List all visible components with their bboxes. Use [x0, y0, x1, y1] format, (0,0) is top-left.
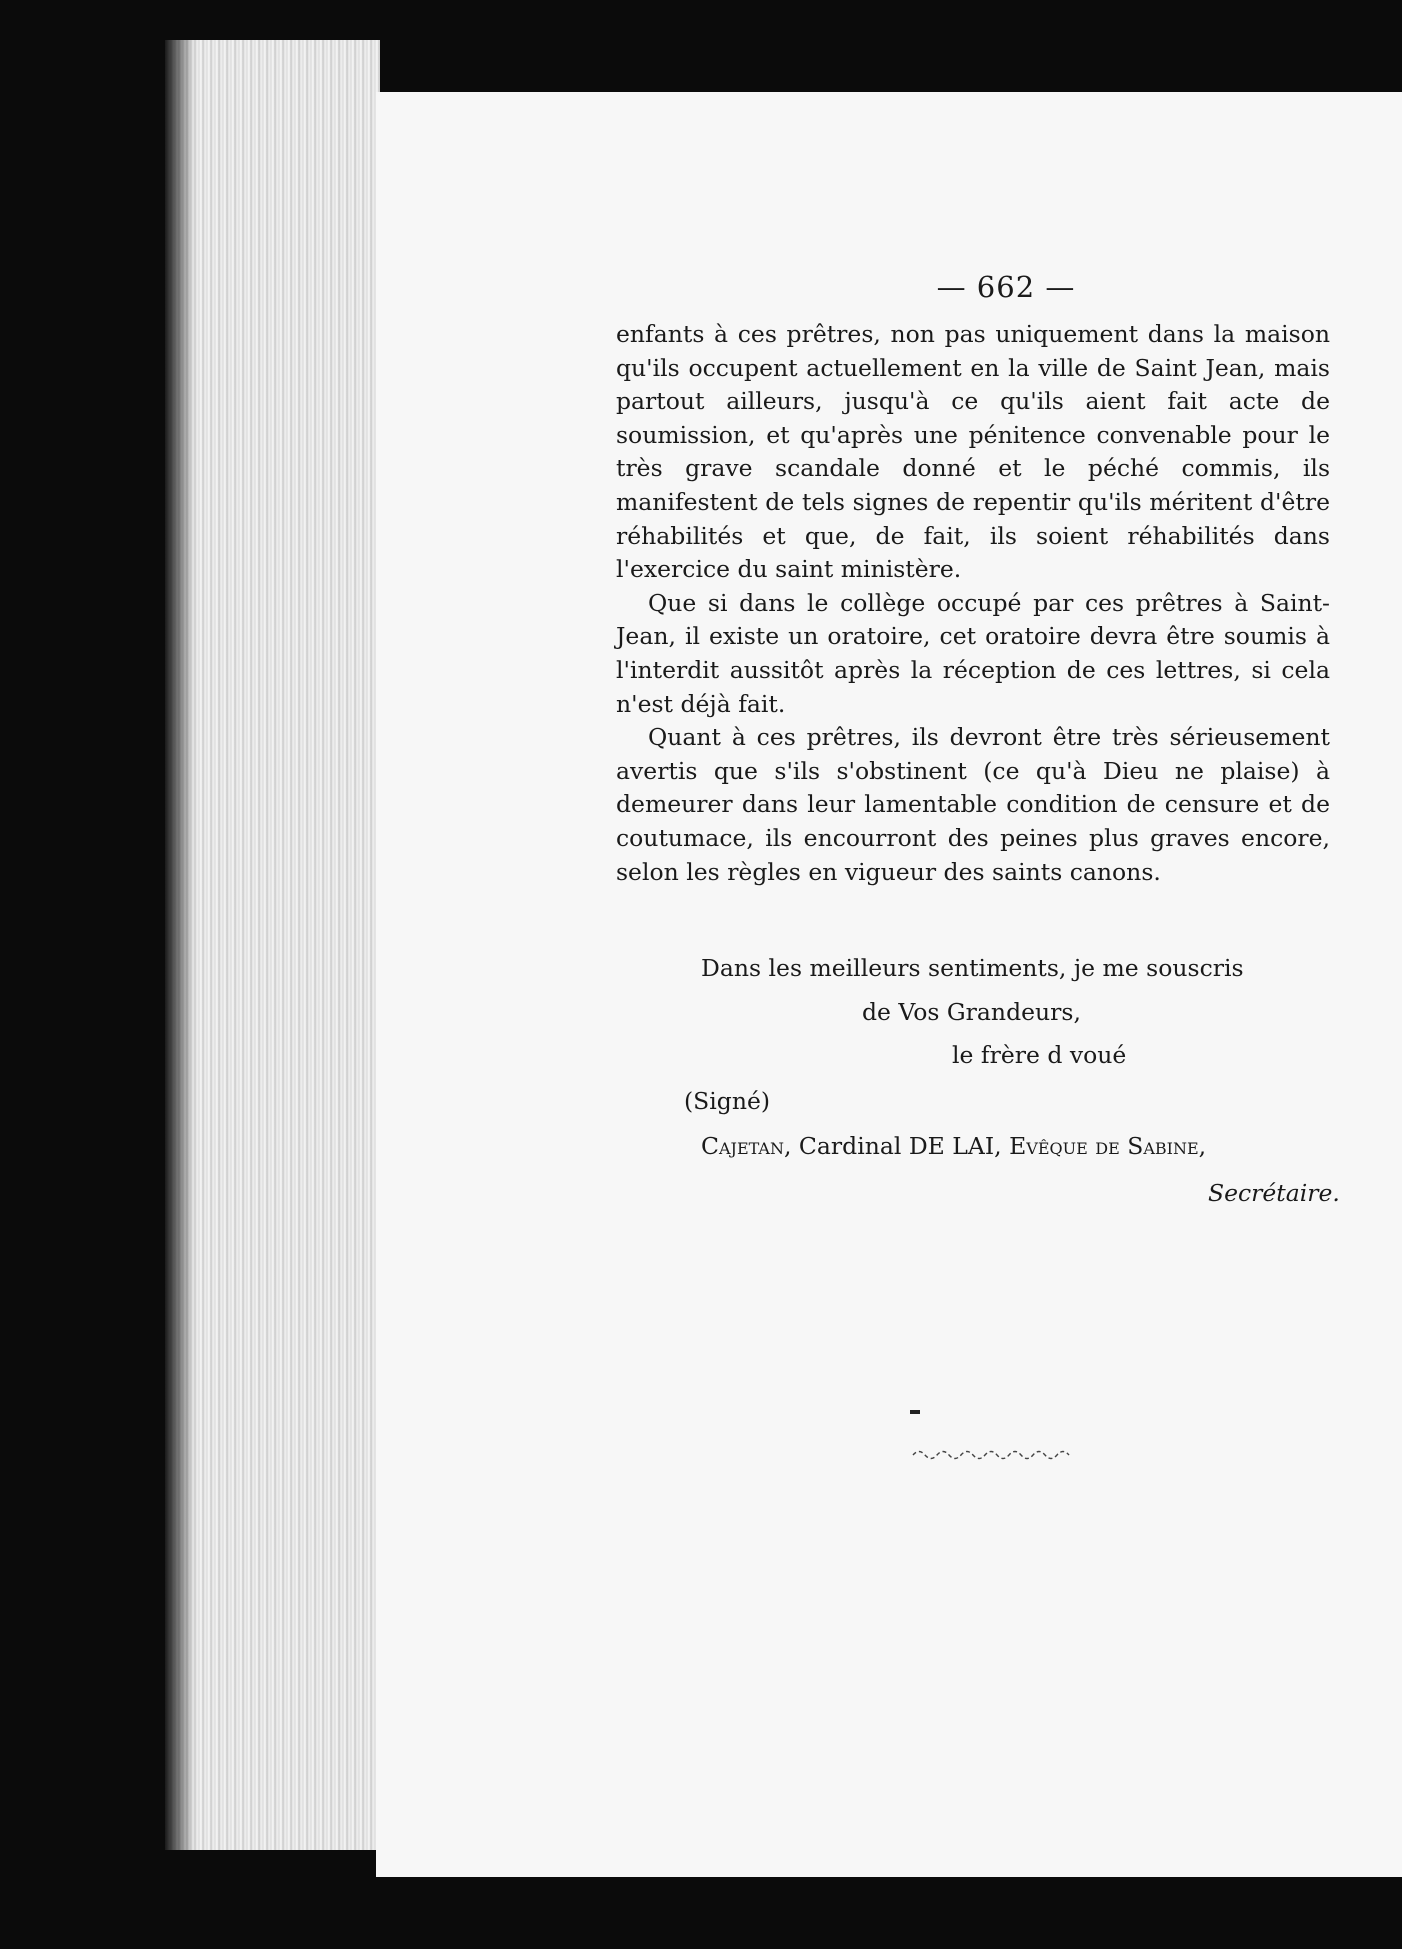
book-page-edges	[165, 40, 380, 1850]
signatory-title: Evêque de Sabine,	[1009, 1132, 1207, 1160]
closing-line-3: le frère d voué	[952, 1041, 1127, 1069]
closing-line-2: de Vos Grandeurs,	[862, 998, 1081, 1026]
signatory-name: , Cardinal DE LAI,	[783, 1132, 1010, 1160]
binding-shadow	[165, 40, 195, 1850]
page-number: — 662 —	[936, 270, 1076, 304]
paragraph-2: Que si dans le collège occupé par ces prêtres à Saint-Jean, il existe un oratoire, cet oratoire devra être soumis à l'interdit aussitôt après la réception de ces lettres, si cela n'est déjà fait.	[616, 588, 1330, 718]
paragraph-1: enfants à ces prêtres, non pas uniquement dans la maison qu'ils occupent actuellement en la ville de Saint Jean, mais partout ailleurs, jusqu'à ce qu'ils aient fait acte de soumission, et qu'après une pénitence convenable pour le très grave scandale donné et le péché commis, ils manifestent de tels signes de repentir qu'ils méritent d'être réhabilités et que, de fait, ils soient réhabilités dans l'exercice du saint ministère.	[616, 320, 1330, 584]
signatory-first-name: Cajetan	[701, 1132, 784, 1160]
signed-label: (Signé)	[684, 1087, 771, 1115]
closing-line-1: Dans les meilleurs sentiments, je me souscris	[701, 954, 1244, 982]
signatory-line	[701, 1132, 1206, 1160]
paragraph-3: Quant à ces prêtres, ils devront être très sérieusement avertis que s'ils s'obstinent (ce qu'à Dieu ne plaise) à demeurer dans leur lamentable condition de censure et de coutumace, ils encourront des peines plus graves encore, selon les règles en vigueur des saints canons.	[616, 723, 1330, 886]
ornament-rule	[911, 1446, 1081, 1462]
book-page	[376, 92, 1402, 1877]
signatory-role: Secrétaire.	[1208, 1179, 1340, 1207]
ink-mark	[910, 1410, 920, 1414]
